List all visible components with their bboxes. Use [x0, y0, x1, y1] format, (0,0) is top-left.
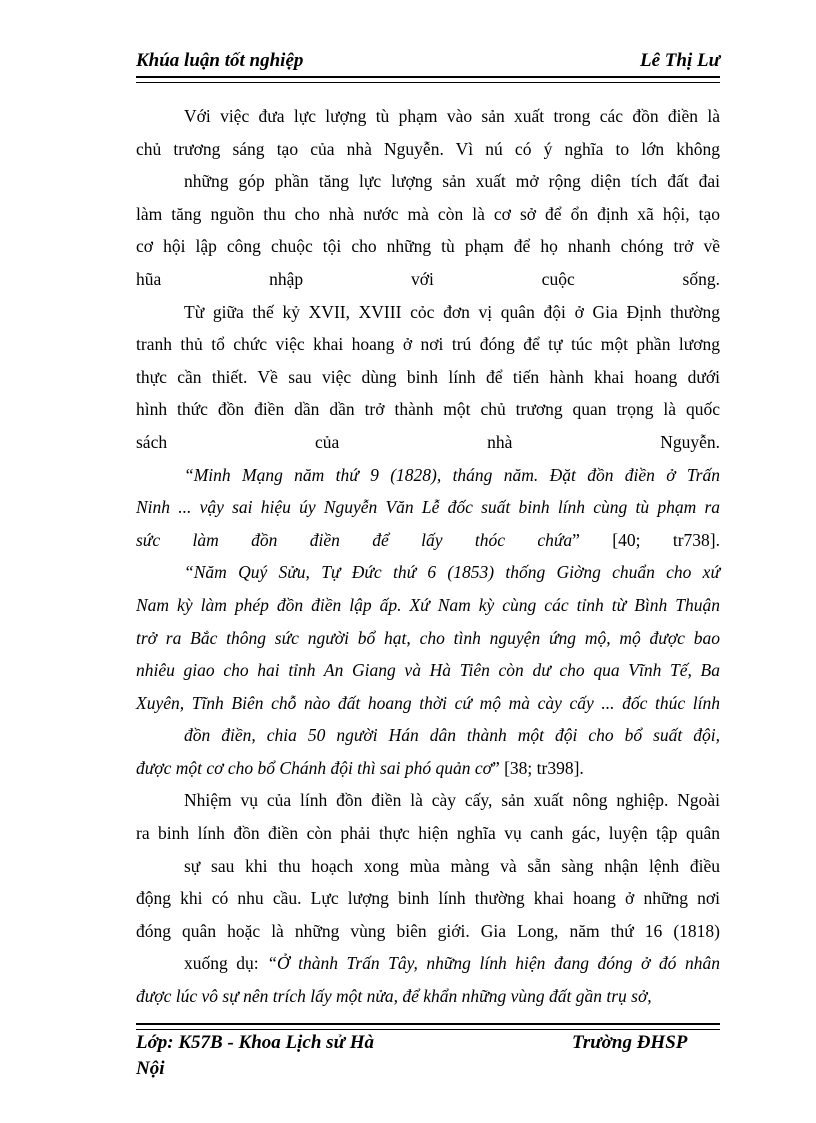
quote-line: [136, 524, 720, 557]
body-line: sách của nhà Nguyễn.: [136, 431, 720, 452]
quote-line: [136, 947, 720, 980]
body-line: tranh thủ tổ chức việc khai hoang ở nơi trú đóng để tự túc một phần lương: [136, 334, 720, 355]
quote-text: Ninh ... vậy sai hiệu úy Nguyễn Văn Lễ đốc suất binh lính cùng tù phạm ra: [136, 497, 720, 518]
body-line: động khi có nhu cầu. Lực lượng binh lính thường khai hoang ở những nơi: [136, 888, 720, 909]
quote-text: Nam kỳ làm phép đồn điền lập ấp. Xứ Nam kỳ cùng các tỉnh từ Bình Thuận: [136, 594, 720, 615]
quote-text: trở ra Bắc thông sức người bổ hạt, cho tình nguyện ứng mộ, mộ được bao: [136, 627, 720, 648]
citation: ” [38; tr398].: [491, 757, 584, 778]
body-line: làm tăng nguồn thu cho nhà nước mà còn là cơ sở để ổn định xã hội, tạo: [136, 203, 720, 224]
footer-class-info: Lớp: K57B - Khoa Lịch sử Hà Nội: [136, 1032, 374, 1079]
quote-line: [136, 556, 720, 589]
body-line: sự sau khi thu hoạch xong mùa màng và sẵn sàng nhận lệnh điều: [184, 855, 720, 876]
quote-line: [136, 752, 720, 785]
body-line: ra binh lính đồn điền còn phải thực hiện nghĩa vụ canh gác, luyện tập quân: [136, 823, 720, 844]
quote-text: “Ở thành Trấn Tây, những lính hiện đang đóng ở đó nhân: [267, 953, 720, 974]
body-line: đóng quân hoặc là những vùng biên giới. Gia Long, năm thứ 16 (1818): [136, 920, 720, 941]
header-author-name: Lê Thị Lư: [640, 50, 720, 71]
body-line: chủ trương sáng tạo của nhà Nguyễn. Vì nú có ý nghĩa to lớn không: [136, 138, 720, 159]
quote-text: “Năm Quý Sửu, Tự Đức thứ 6 (1853) thống Giờng chuẩn cho xứ: [184, 562, 720, 583]
body-line: hình thức đồn điền dần dần trở thành một chủ trương quan trọng là quốc: [136, 399, 720, 420]
quote-line: [136, 459, 720, 492]
quote-line: [136, 654, 720, 687]
quote-line: [136, 719, 720, 752]
quote-text: sức làm đồn điền để lấy thóc chứa: [136, 529, 573, 550]
footer-rule: [136, 1023, 720, 1030]
quote-line: [136, 491, 720, 524]
quote-text: Xuyên, Tĩnh Biên chỗ nào đất hoang thời cứ mộ mà cày cấy ... đốc thúc lính: [136, 692, 720, 713]
quote-text: được lúc vô sự nên trích lấy một nửa, để khẩn những vùng đất gần trụ sở,: [136, 986, 652, 1007]
quote-text: được một cơ cho bổ Chánh đội thì sai phó quản cơ: [136, 757, 492, 778]
header-thesis-title: Khúa luận tốt nghiệp: [136, 50, 304, 71]
quote-line: [136, 687, 720, 720]
body-line: cơ hội lập công chuộc tội cho những tù phạm để họ nhanh chóng trở về: [136, 236, 720, 257]
quote-text: nhiêu giao cho hai tỉnh An Giang và Hà Tiên còn dư cho qua Vĩnh Tế, Ba: [136, 660, 720, 681]
body-line: thực cần thiết. Về sau việc dùng binh lính để tiến hành khai hoang dưới: [136, 366, 720, 387]
citation: ” [40; tr738].: [572, 529, 720, 550]
quote-text: đồn điền, chia 50 người Hán dân thành một đội cho bổ suất đội,: [184, 725, 720, 746]
page-body: [136, 100, 720, 1013]
body-line: Nhiệm vụ của lính đồn điền là cày cấy, sản xuất nông nghiệp. Ngoài: [184, 790, 720, 811]
quote-line: [136, 980, 720, 1013]
page-header: [136, 46, 720, 76]
quote-line: [136, 622, 720, 655]
body-line: những góp phần tăng lực lượng sản xuất mở rộng diện tích đất đai: [184, 171, 720, 192]
body-line: Với việc đưa lực lượng tù phạm vào sản xuất trong các đồn điền là: [184, 106, 720, 126]
footer-university: Trường ĐHSP: [572, 1032, 688, 1053]
quote-line: [136, 589, 720, 622]
quote-text: “Minh Mạng năm thứ 9 (1828), tháng năm. Đặt đồn điền ở Trấn: [184, 464, 720, 485]
body-line: Từ giữa thế kỷ XVII, XVIII cỏc đơn vị quân đội ở Gia Định thường: [184, 301, 720, 322]
header-rule: [136, 76, 720, 83]
body-text: xuống dụ:: [184, 953, 268, 974]
body-line: hũa nhập với cuộc sống.: [136, 268, 720, 289]
